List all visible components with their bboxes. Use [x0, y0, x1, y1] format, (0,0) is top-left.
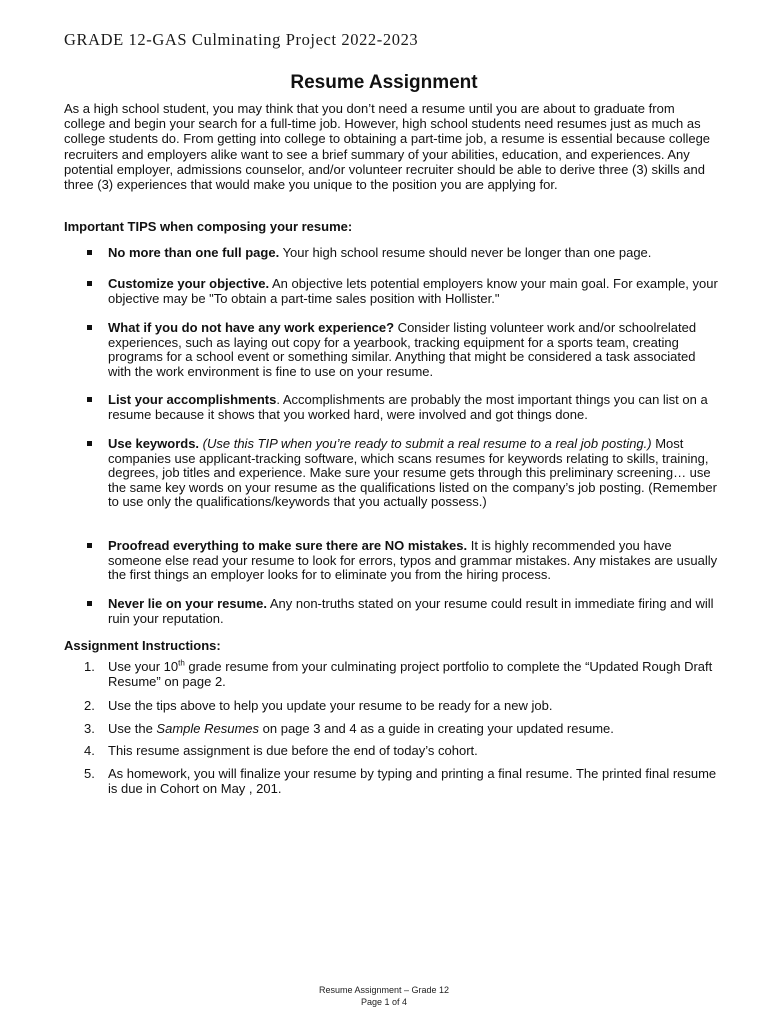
instruction-number: 5.	[84, 766, 95, 781]
page-title: Resume Assignment	[290, 72, 478, 93]
bullet-icon	[87, 281, 92, 286]
tip-text: Consider listing volunteer work and/or schoolrelated experiences, such as laying out copy for a yearbook, tracking equipment for a sports team, creating programs for a school event or something similar. Anything that might be considered a task associated with the work environment is fine to use on your resume.	[108, 320, 697, 379]
instruction-item	[84, 743, 718, 759]
tip-text: An objective lets potential employers know your main goal. For example, your objective may be "To obtain a part-time sales position with Hollister."	[108, 276, 718, 306]
tip-item	[108, 539, 718, 583]
tip-item	[108, 437, 718, 510]
tip-item	[108, 277, 718, 306]
bullet-icon	[87, 601, 92, 606]
bullet-icon	[87, 397, 92, 402]
instruction-italic: Sample Resumes	[156, 721, 260, 736]
instruction-number: 3.	[84, 721, 95, 736]
instruction-text: Use the tips above to help you update your resume to be ready for a new job.	[108, 698, 553, 713]
instruction-number: 4.	[84, 743, 95, 758]
tip-text: Your high school resume should never be longer than one page.	[279, 245, 652, 260]
superscript: th	[178, 658, 185, 668]
bullet-icon	[87, 441, 92, 446]
tip-bold: Use keywords.	[108, 436, 200, 451]
tip-bold: Never lie on your resume.	[108, 596, 267, 611]
bullet-icon	[87, 325, 92, 330]
instruction-item	[84, 698, 718, 714]
bullet-icon	[87, 250, 92, 255]
bullet-icon	[87, 543, 92, 548]
page-header: GRADE 12-GAS Culminating Project 2022-2023	[64, 30, 419, 49]
instruction-text: grade resume from your culminating project portfolio to complete the “Updated Rough Draft Resume” on page 2.	[108, 659, 713, 689]
tip-item	[108, 246, 718, 261]
tip-bold: What if you do not have any work experience?	[108, 320, 395, 335]
tip-text: Any non-truths stated on your resume could result in immediate firing and will ruin your reputation.	[108, 596, 714, 626]
page-number: Page 1 of 4	[360, 997, 408, 1007]
tip-text: Most companies use applicant-tracking software, which scans resumes for keywords relating to skills, training, degrees, job titles and experience. Make sure your resume gets through this preliminary screening… use the same key words on your resume as the qualifications listed on the company’s job posting. (Remember to use only the qualifications/keywords that you actually possess.)	[108, 436, 717, 510]
tip-italic: (Use this TIP when you’re ready to submit a real resume to a real job posting.)	[199, 436, 652, 451]
instruction-text: As homework, you will finalize your resume by typing and printing a final resume. The printed final resume is due in Cohort on May , 201.	[108, 766, 717, 796]
instruction-text: Use your 10	[108, 659, 179, 674]
tip-item	[108, 597, 718, 626]
tip-text: . Accomplishments are probably the most important things you can list on a resume because it shows that you worked hard, were involved and got things done.	[108, 392, 708, 422]
instruction-text: This resume assignment is due before the end of today’s cohort.	[108, 743, 478, 758]
instruction-number: 1.	[84, 659, 95, 674]
tip-item	[108, 393, 718, 422]
instruction-item	[84, 766, 718, 796]
instruction-item	[84, 658, 718, 689]
tip-item	[108, 321, 718, 379]
instruction-item	[84, 721, 718, 737]
page-footer	[0, 984, 768, 1008]
tips-heading: Important TIPS when composing your resume:	[64, 219, 353, 234]
tip-bold: Customize your objective.	[108, 276, 270, 291]
instruction-number: 2.	[84, 698, 95, 713]
intro-paragraph: As a high school student, you may think that you don’t need a resume until you are about to graduate from college and begin your search for a full-time job. However, high school students need resumes just as much as college students do. From getting into college to obtaining a part-time job, a resume is essential because college recruiters and employers alike want to see a brief summary of your abilities, education, and experiences. Any potential employer, admissions counselor, and/or volunteer recruiter should be able to derive three (3) skills and three (3) experiences that would make you unique to the position you are applying for.	[64, 101, 711, 193]
tip-bold: List your accomplishments	[108, 392, 277, 407]
instructions-heading: Assignment Instructions:	[64, 638, 221, 653]
instruction-text: Use the	[108, 721, 157, 736]
tip-bold: Proofread everything to make sure there are NO mistakes.	[108, 538, 468, 553]
tip-bold: No more than one full page.	[108, 245, 280, 260]
instruction-text: on page 3 and 4 as a guide in creating your updated resume.	[259, 721, 614, 736]
tip-text: It is highly recommended you have someone else read your resume to look for errors, typos and grammar mistakes. Any mistakes are usually the first things an employer looks for to eliminate you from the hiring process.	[108, 538, 718, 583]
footer-title: Resume Assignment – Grade 12	[318, 985, 450, 995]
